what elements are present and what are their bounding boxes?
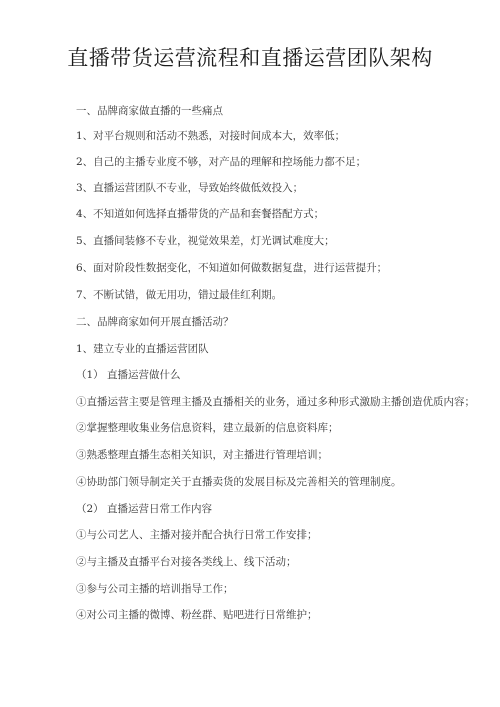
list-item: 4、不知道如何选择直播带货的产品和套餐搭配方式；: [76, 208, 325, 220]
list-item: 1、对平台规则和活动不熟悉，对接时间成本大，效率低；: [76, 130, 346, 142]
list-item: ④对公司主播的微博、粉丝群、贴吧进行日常维护；: [76, 609, 318, 621]
document-title: 直播带货运营流程和直播运营团队架构: [67, 46, 433, 70]
list-item: 5、直播间装修不专业，视觉效果差，灯光调试难度大；: [76, 235, 335, 247]
list-item: 2、自己的主播专业度不够，对产品的理解和控场能力都不足；: [76, 156, 367, 168]
list-item: 3、直播运营团队不专业，导致始终做低效投入；: [76, 182, 304, 194]
list-item: ③参与公司主播的培训指导工作；: [76, 583, 234, 595]
subsection-heading: 1、建立专业的直播运营团队: [76, 343, 209, 355]
list-item: ②与主播及直播平台对接各类线上、线下活动；: [76, 556, 297, 568]
list-item: 6、面对阶段性数据变化，不知道如何做数据复盘，进行运营提升；: [76, 262, 388, 274]
section-heading: 二、品牌商家如何开展直播活动？: [76, 316, 234, 328]
list-item: ④协助部门领导制定关于直播卖货的发展目标及完善相关的管理制度。: [76, 476, 402, 488]
section-heading: 一、品牌商家做直播的一些痛点: [76, 105, 223, 117]
subsection-heading: （2） 直播运营日常工作内容: [76, 503, 213, 515]
list-item: ①与公司艺人、主播对接并配合执行日常工作安排；: [76, 529, 318, 541]
list-item: ②掌握整理收集业务信息资料，建立最新的信息资料库；: [76, 422, 339, 434]
subsection-heading: （1） 直播运营做什么: [76, 369, 181, 381]
list-item: 7、不断试错，做无用功，错过最佳红利期。: [76, 289, 283, 301]
list-item: ③熟悉整理直播生态相关知识，对主播进行管理培训；: [76, 449, 328, 461]
list-item: ①直播运营主要是管理主播及直播相关的业务，通过多种形式激励主播创造优质内容；: [76, 396, 475, 408]
